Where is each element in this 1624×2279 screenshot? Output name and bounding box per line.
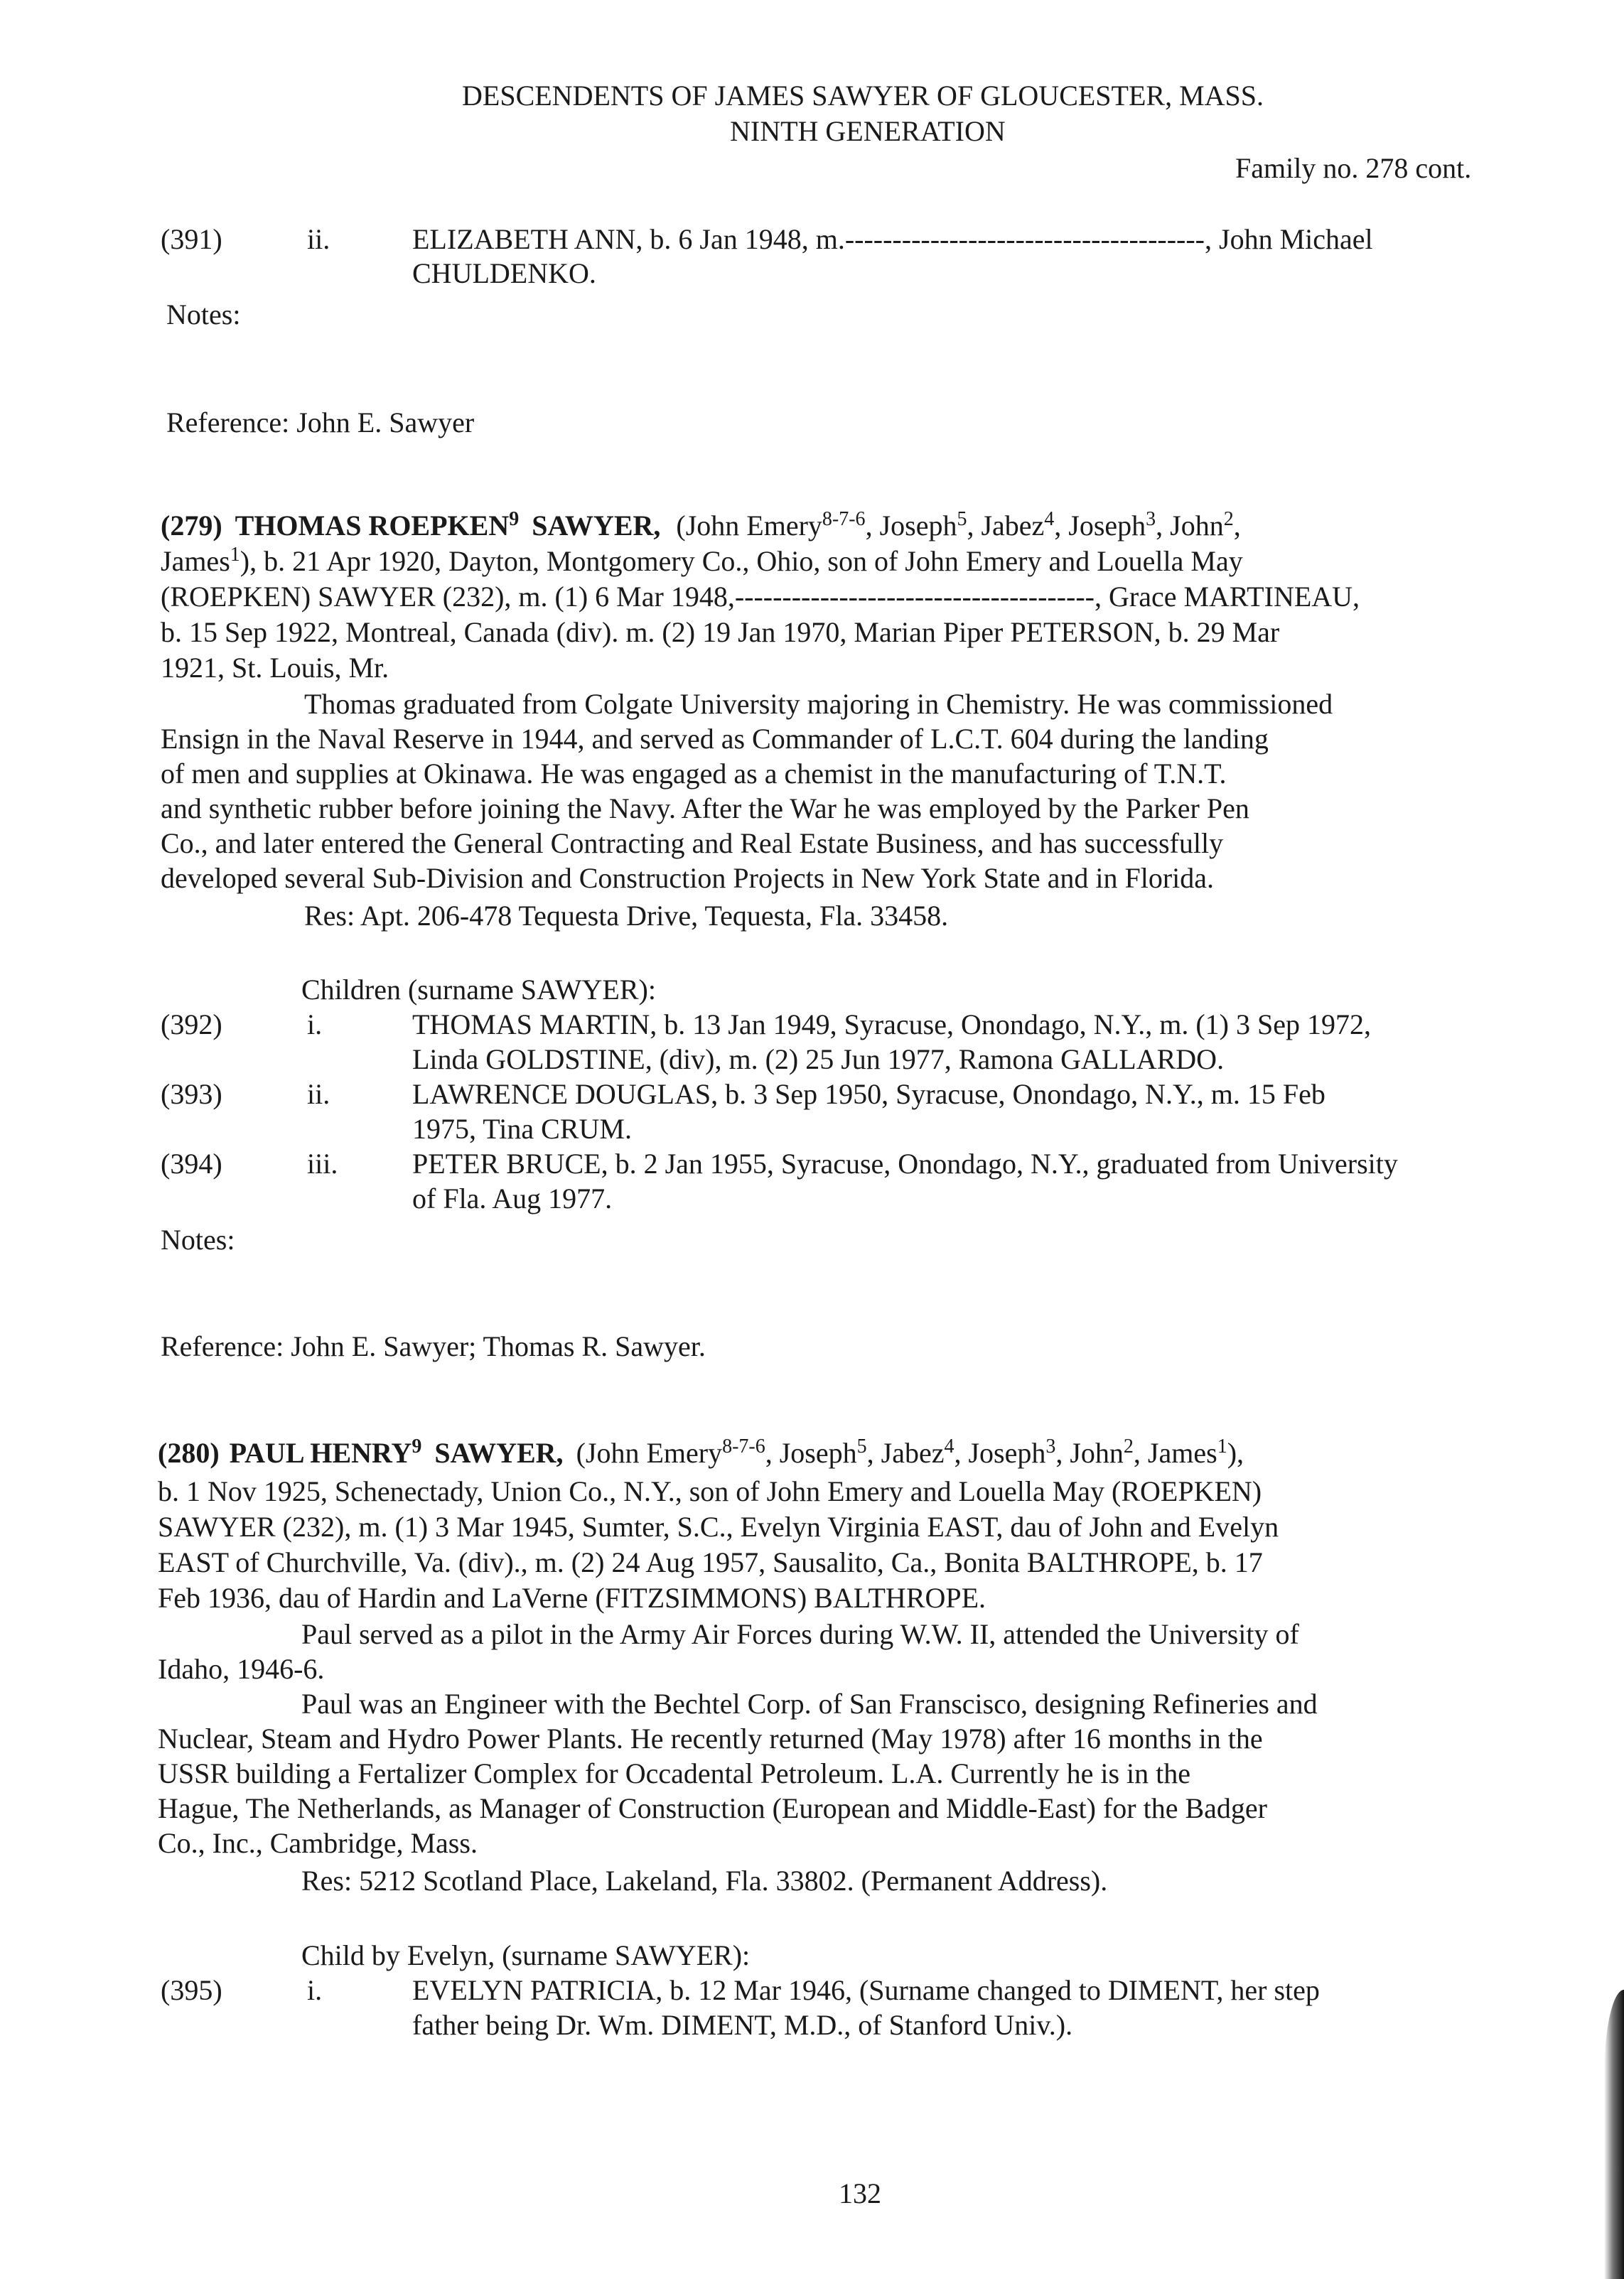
bio-paragraph: Paul was an Engineer with the Bechtel Corp. of San Franscisco, designing Refineries and [301, 1688, 1318, 1720]
entry-line: CHULDENKO. [412, 257, 596, 289]
bio-paragraph: Co., and later entered the General Contracting and Real Estate Business, and has successfully [161, 827, 1224, 859]
person-name: THOMAS ROEPKEN [235, 510, 510, 542]
entry-line: father being Dr. Wm. DIMENT, M.D., of Stanford Univ.). [412, 2009, 1073, 2041]
entry-280-heading [158, 1435, 1244, 1470]
children-heading: Child by Evelyn, (surname SAWYER): [301, 1939, 751, 1971]
lineage-text: , [1233, 510, 1241, 542]
entry-roman: iii. [307, 1148, 338, 1180]
bio-paragraph: Hague, The Netherlands, as Manager of Construction (European and Middle-East) for the Badger [158, 1792, 1267, 1824]
entry-roman: ii. [307, 223, 330, 255]
entry-line: of Fla. Aug 1977. [412, 1182, 613, 1214]
reference-line: Reference: John E. Sawyer; Thomas R. Sawyer. [161, 1330, 706, 1362]
lineage-sup: 8-7-6 [822, 508, 866, 530]
entry-number: (279) [161, 510, 222, 542]
lineage-sup: 1 [1217, 1435, 1227, 1458]
bio-paragraph: USSR building a Fertalizer Complex for Occadental Petroleum. L.A. Currently he is in the [158, 1757, 1191, 1789]
entry-line: 1975, Tina CRUM. [412, 1113, 632, 1145]
bio-paragraph: Ensign in the Naval Reserve in 1944, and served as Commander of L.C.T. 604 during the landing [161, 723, 1269, 755]
lineage-sup: 2 [1123, 1435, 1134, 1458]
lineage-text: (John Emery [676, 510, 822, 542]
bio-paragraph: of men and supplies at Okinawa. He was engaged as a chemist in the manufacturing of T.N.T. [161, 758, 1227, 790]
lineage-text: , Joseph [765, 1437, 857, 1469]
entry-280-line: b. 1 Nov 1925, Schenectady, Union Co., N.Y., son of John Emery and Louella May (ROEPKEN) [158, 1475, 1262, 1507]
lineage-text: , Joseph [954, 1437, 1046, 1469]
generation-number: 9 [412, 1435, 422, 1458]
entry-number: (393) [161, 1078, 222, 1110]
entry-roman: ii. [307, 1078, 330, 1110]
entry-number: (280) [158, 1437, 220, 1469]
entry-279-heading [161, 508, 1241, 543]
entry-line: Linda GOLDSTINE, (div), m. (2) 25 Jun 1977, Ramona GALLARDO. [412, 1043, 1225, 1075]
generation-number: 9 [509, 508, 520, 530]
entry-number: (391) [161, 223, 222, 255]
lineage-sup: 5 [856, 1435, 867, 1458]
entry-279-line: b. 15 Sep 1922, Montreal, Canada (div). m. (2) 19 Jan 1970, Marian Piper PETERSON, b. 29 Mar [161, 616, 1280, 648]
entry-line: LAWRENCE DOUGLAS, b. 3 Sep 1950, Syracuse, Onondago, N.Y., m. 15 Feb [412, 1078, 1325, 1110]
children-heading: Children (surname SAWYER): [301, 974, 656, 1006]
entry-280-line: SAWYER (232), m. (1) 3 Mar 1945, Sumter, S.C., Evelyn Virginia EAST, dau of John and Evelyn [158, 1511, 1279, 1543]
entry-number: (395) [161, 1974, 222, 2006]
notes-label: Notes: [166, 298, 241, 330]
bio-paragraph: Idaho, 1946-6. [158, 1653, 325, 1685]
lineage-text: , John [1156, 510, 1224, 542]
lineage-sup: 2 [1223, 508, 1234, 530]
page-edge-shadow [1604, 1990, 1624, 2279]
person-name: PAUL HENRY [229, 1437, 412, 1469]
person-surname: SAWYER, [434, 1437, 564, 1469]
lineage-sup: 3 [1146, 508, 1156, 530]
person-surname: SAWYER, [532, 510, 661, 542]
page-number: 132 [839, 2177, 881, 2209]
entry-280-line: EAST of Churchville, Va. (div)., m. (2) 24 Aug 1957, Sausalito, Ca., Bonita BALTHROPE, b. 17 [158, 1546, 1263, 1578]
lineage-sup: 4 [944, 1435, 954, 1458]
lineage-text: , Jabez [866, 1437, 945, 1469]
reference-line: Reference: John E. Sawyer [166, 406, 475, 438]
lineage-text: ), b. 21 Apr 1920, Dayton, Montgomery Co., Ohio, son of John Emery and Louella May [240, 545, 1243, 577]
entry-line: THOMAS MARTIN, b. 13 Jan 1949, Syracuse, Onondago, N.Y., m. (1) 3 Sep 1972, [412, 1008, 1372, 1040]
lineage-text: (John Emery [576, 1437, 723, 1469]
lineage-text: , John [1055, 1437, 1124, 1469]
lineage-text: , James [1133, 1437, 1217, 1469]
child-entry [0, 1146, 1624, 1217]
entry-line: PETER BRUCE, b. 2 Jan 1955, Syracuse, Onondago, N.Y., graduated from University [412, 1148, 1398, 1180]
lineage-text: , Jabez [967, 510, 1045, 542]
lineage-text: James [161, 545, 230, 577]
entry-line: EVELYN PATRICIA, b. 12 Mar 1946, (Surname changed to DIMENT, her step [412, 1974, 1320, 2006]
bio-paragraph: Co., Inc., Cambridge, Mass. [158, 1827, 478, 1859]
bio-paragraph: Paul served as a pilot in the Army Air Forces during W.W. II, attended the University of [301, 1618, 1299, 1650]
lineage-sup: 5 [957, 508, 967, 530]
bio-paragraph: Thomas graduated from Colgate University majoring in Chemistry. He was commissioned [304, 688, 1333, 720]
bio-paragraph: and synthetic rubber before joining the Navy. After the War he was employed by the Parker Pen [161, 792, 1249, 824]
family-number: Family no. 278 cont. [1235, 152, 1472, 184]
entry-number: (394) [161, 1148, 222, 1180]
entry-279-line: 1921, St. Louis, Mr. [161, 652, 389, 684]
residence-line: Res: Apt. 206-478 Tequesta Drive, Tequesta, Fla. 33458. [304, 900, 949, 932]
child-entry [0, 1973, 1624, 2044]
lineage-text: , Joseph [1054, 510, 1146, 542]
bio-paragraph: developed several Sub-Division and Construction Projects in New York State and in Florida. [161, 862, 1215, 894]
entry-279-line [161, 544, 1243, 578]
document-title: DESCENDENTS OF JAMES SAWYER OF GLOUCESTER, MASS. [462, 80, 1264, 112]
child-entry [0, 1007, 1624, 1078]
lineage-sup: 4 [1044, 508, 1055, 530]
child-entry [0, 1077, 1624, 1148]
entry-line: ELIZABETH ANN, b. 6 Jan 1948, m.--------------------------------------, John Michael [412, 223, 1373, 255]
lineage-sup: 3 [1045, 1435, 1056, 1458]
entry-391 [0, 222, 1624, 293]
residence-line: Res: 5212 Scotland Place, Lakeland, Fla. 33802. (Permanent Address). [301, 1865, 1108, 1897]
entry-roman: i. [307, 1008, 323, 1040]
lineage-sup: 8-7-6 [722, 1435, 765, 1458]
entry-279-line: (ROEPKEN) SAWYER (232), m. (1) 6 Mar 1948,--------------------------------------, Grace MARTINEAU, [161, 581, 1360, 613]
lineage-text: , Joseph [865, 510, 957, 542]
notes-label: Notes: [161, 1224, 235, 1256]
bio-paragraph: Nuclear, Steam and Hydro Power Plants. He recently returned (May 1978) after 16 months in the [158, 1723, 1263, 1755]
generation-heading: NINTH GENERATION [730, 115, 1006, 147]
lineage-sup: 1 [230, 544, 240, 566]
entry-280-line: Feb 1936, dau of Hardin and LaVerne (FITZSIMMONS) BALTHROPE. [158, 1582, 986, 1614]
entry-roman: i. [307, 1974, 323, 2006]
entry-number: (392) [161, 1008, 222, 1040]
lineage-text: ), [1227, 1437, 1244, 1469]
